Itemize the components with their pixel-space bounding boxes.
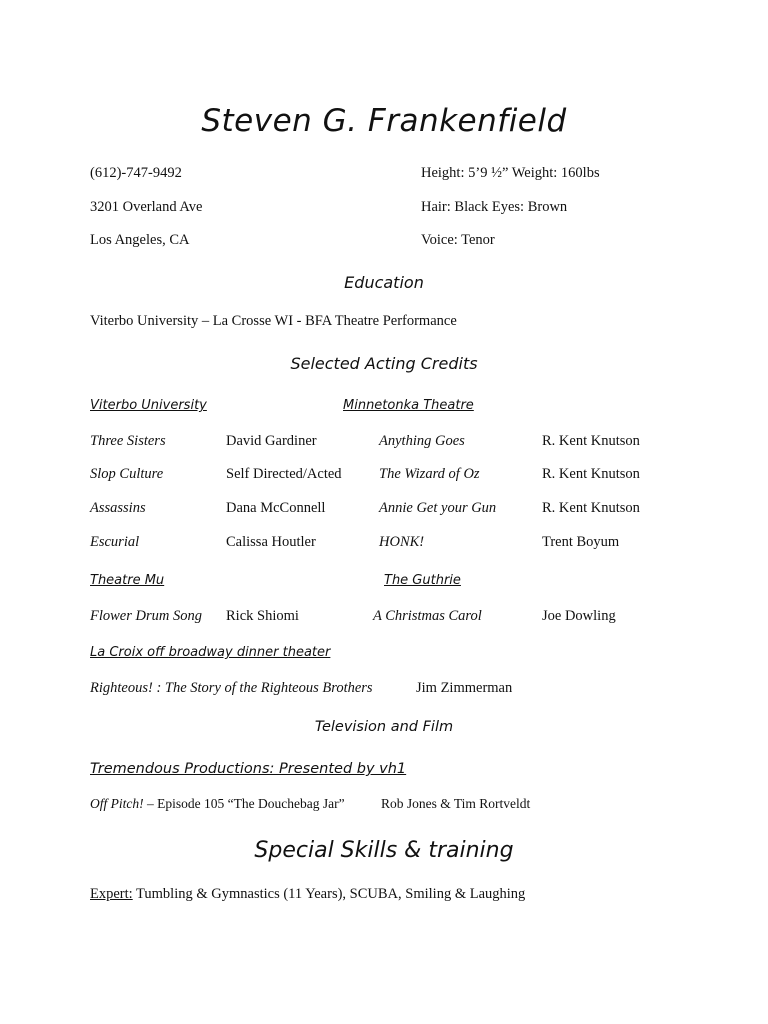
credit-director: Dana McConnell (226, 500, 326, 516)
credit-show: Annie Get your Gun (379, 500, 497, 516)
credit-show: A Christmas Carol (373, 608, 482, 624)
credit-director: R. Kent Knutson (542, 500, 640, 516)
credit-director: Calissa Houtler (226, 534, 316, 550)
address: 3201 Overland Ave (90, 199, 203, 215)
city: Los Angeles, CA (90, 232, 190, 248)
tv-credit (90, 796, 345, 812)
voice: Voice: Tenor (421, 232, 495, 248)
credit-director: Rick Shiomi (226, 608, 299, 624)
venue-guthrie: The Guthrie (384, 573, 461, 588)
venue-theatre-mu: Theatre Mu (90, 573, 165, 588)
credit-director: R. Kent Knutson (542, 466, 640, 482)
height-weight: Height: 5’9 ½” Weight: 160lbs (421, 165, 600, 181)
skills-text: Tumbling & Gymnastics (11 Years), SCUBA, Smiling & Laughing (132, 886, 526, 902)
credit-director: Self Directed/Acted (226, 466, 342, 482)
hair-eyes: Hair: Black Eyes: Brown (421, 199, 568, 215)
credit-show: Flower Drum Song (90, 608, 202, 624)
credit-show: Escurial (90, 534, 140, 550)
credit-director: R. Kent Knutson (542, 433, 640, 449)
education-heading: Education (344, 273, 424, 292)
tv-heading: Television and Film (314, 719, 454, 735)
tv-show: Off Pitch! (90, 796, 144, 811)
credit-show: Three Sisters (90, 433, 166, 449)
venue-tremendous: Tremendous Productions: Presented by vh1 (90, 761, 407, 777)
phone: (612)-747-9492 (90, 165, 182, 181)
credit-director: David Gardiner (226, 433, 317, 449)
credit-director: Trent Boyum (542, 534, 620, 550)
venue-viterbo: Viterbo University (90, 398, 207, 413)
skills-label: Expert: (90, 886, 133, 902)
credit-show: HONK! (379, 534, 425, 550)
tv-episode: – Episode 105 “The Douchebag Jar” (143, 796, 345, 811)
credit-director: Joe Dowling (542, 608, 616, 624)
resume-name: Steven G. Frankenfield (201, 103, 567, 139)
education-entry: Viterbo University – La Crosse WI - BFA Theatre Performance (90, 313, 457, 329)
credit-director: Rob Jones & Tim Rortveldt (381, 796, 531, 811)
credit-show: Righteous! : The Story of the Righteous Brothers (90, 680, 373, 696)
skills-line (90, 886, 525, 903)
skills-heading: Special Skills & training (254, 838, 514, 863)
venue-minnetonka: Minnetonka Theatre (343, 398, 474, 413)
credit-show: Slop Culture (90, 466, 164, 482)
credit-director: Jim Zimmerman (416, 680, 513, 696)
venue-lacroix: La Croix off broadway dinner theater (90, 645, 331, 660)
credit-show: The Wizard of Oz (379, 466, 480, 482)
acting-heading: Selected Acting Credits (290, 354, 478, 373)
credit-show: Anything Goes (379, 433, 465, 449)
credit-show: Assassins (90, 500, 146, 516)
